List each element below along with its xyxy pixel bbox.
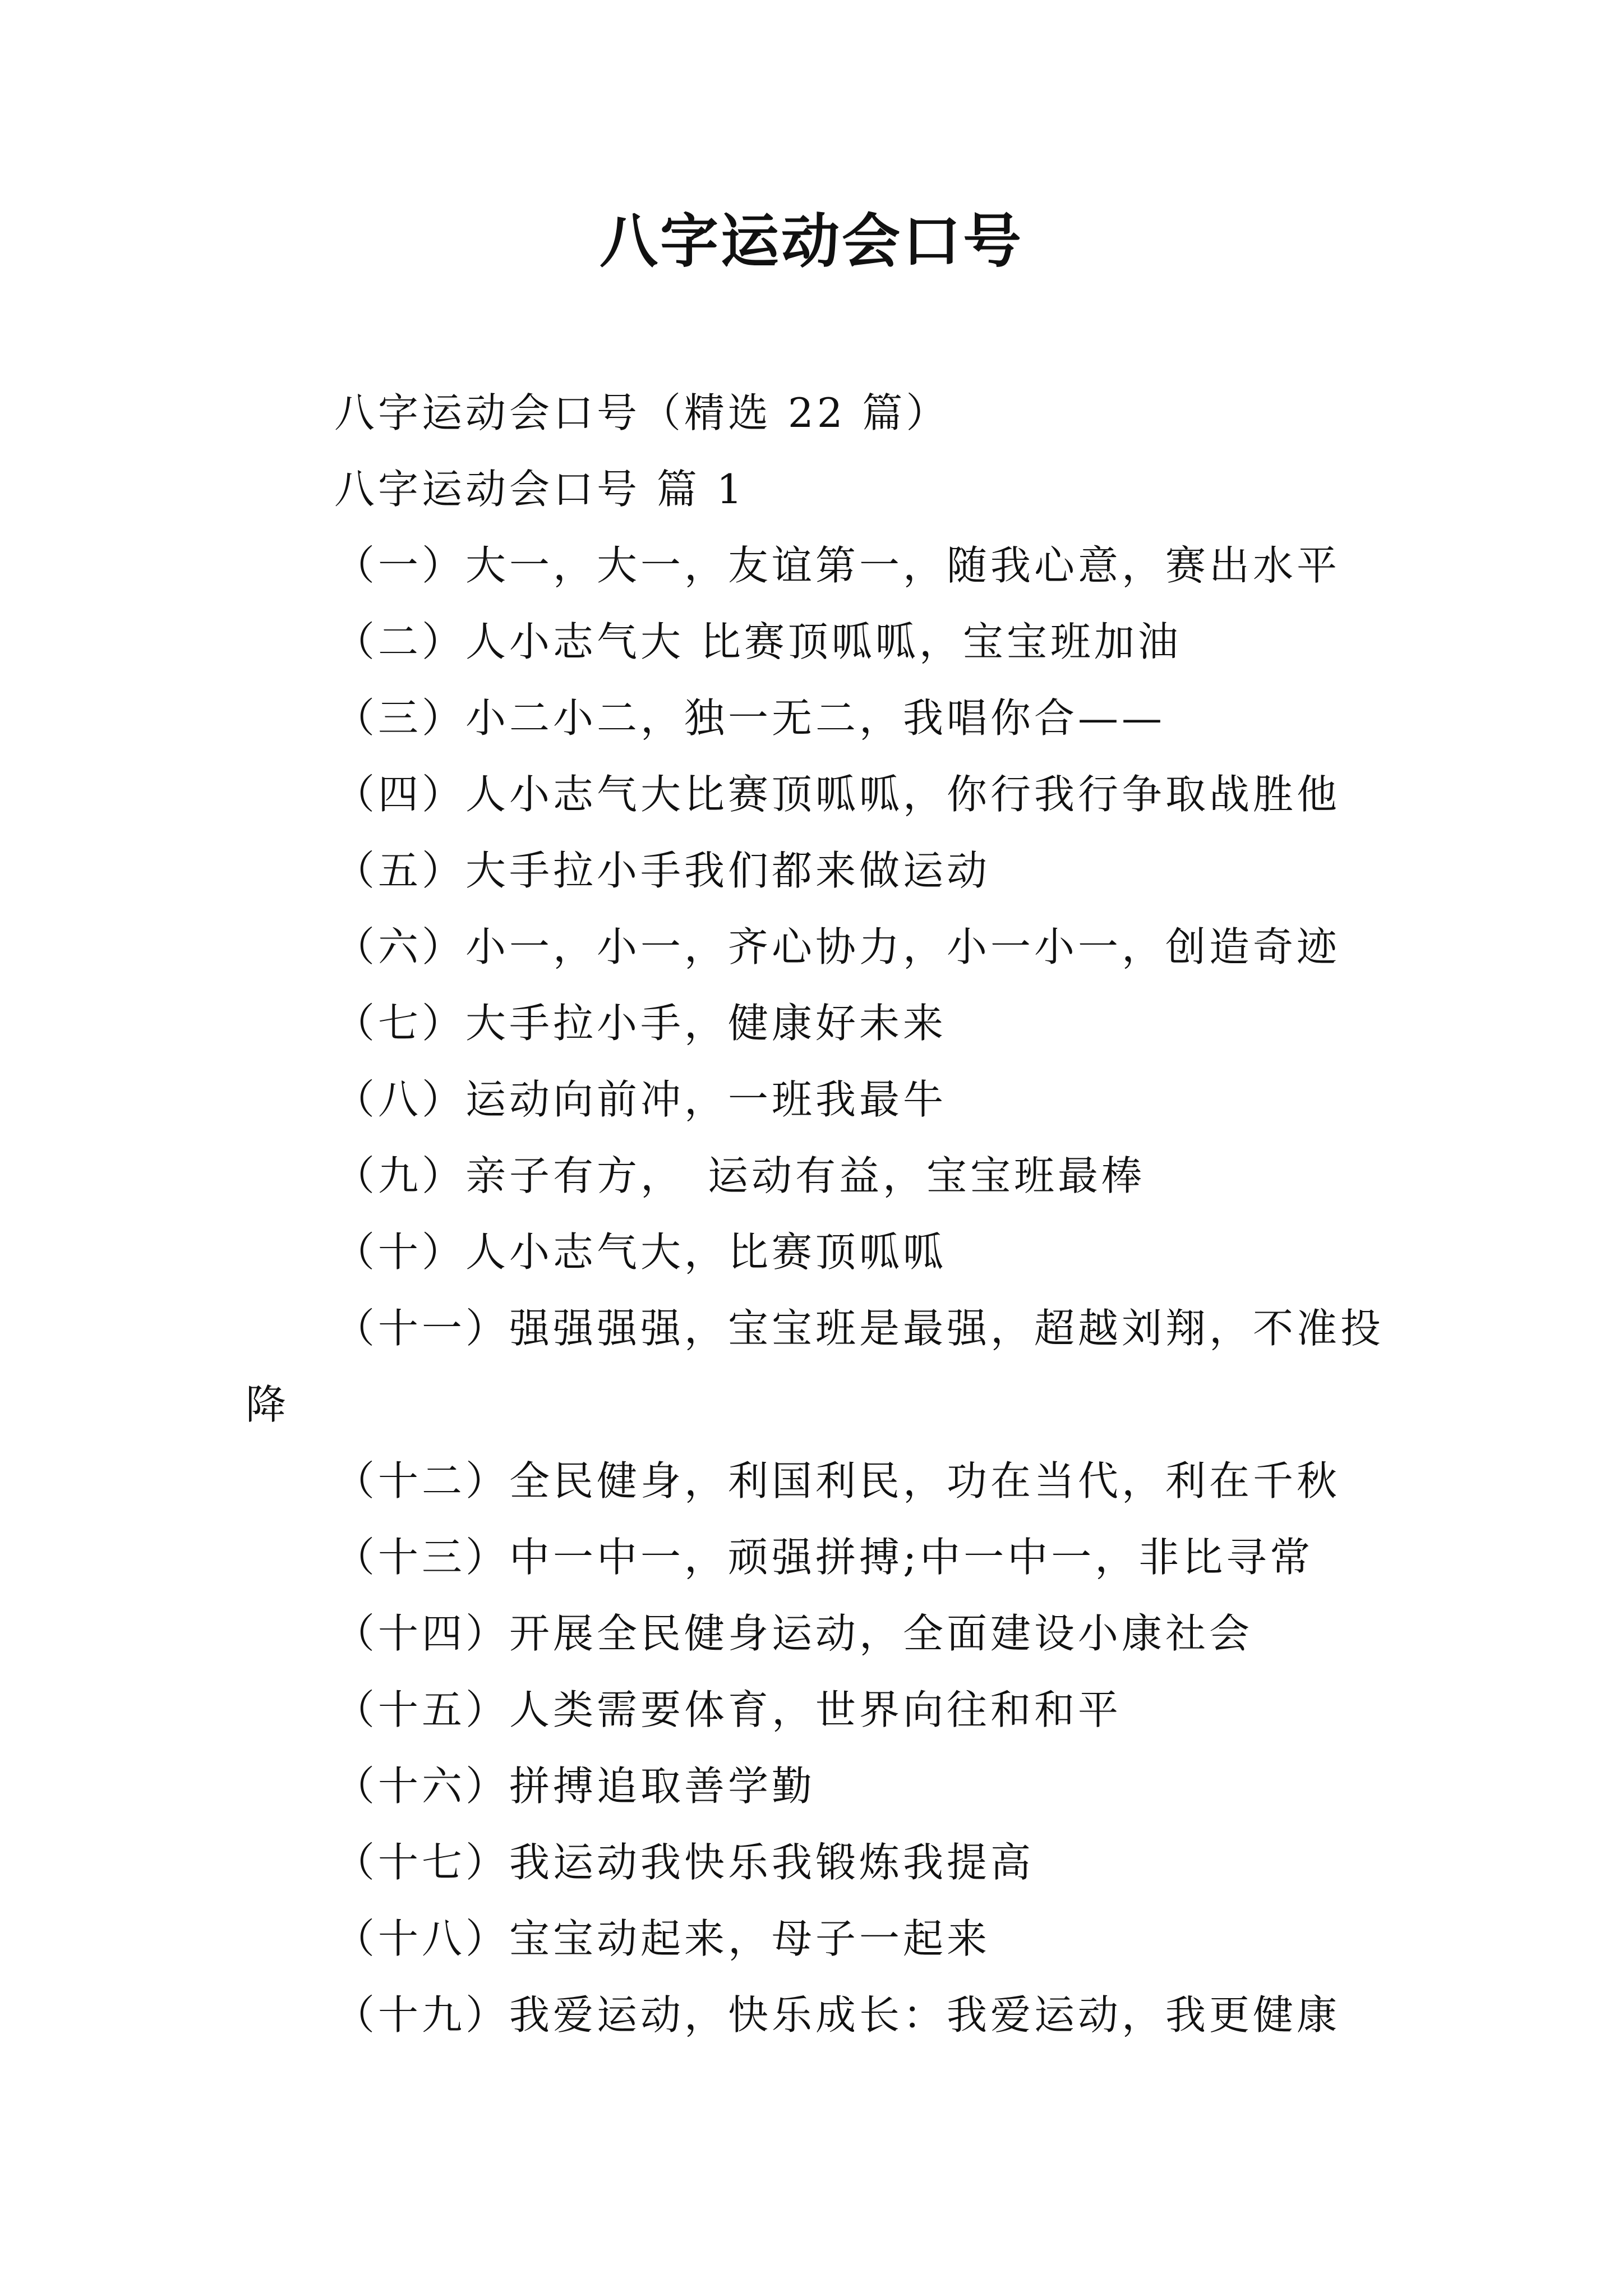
slogan-item-11: （十一）强强强强，宝宝班是最强，超越刘翔，不准投降 [246,1305,1385,1428]
subtitle-paragraph: 八字运动会口号（精选 22 篇） [334,389,950,436]
slogan-item-15: （十五）人类需要体育，世界向往和和平 [334,1686,1122,1733]
slogan-item-13: （十三）中一中一，顽强拼搏;中一中一，非比寻常 [334,1534,1314,1581]
slogan-item-8: （八）运动向前冲，一班我最牛 [334,1076,947,1123]
slogan-item-17: （十七）我运动我快乐我锻炼我提高 [334,1839,1035,1886]
slogan-item-12: （十二）全民健身，利国利民，功在当代，利在千秋 [334,1457,1341,1504]
document-title: 八字运动会口号 [599,206,1023,275]
slogan-item-18: （十八）宝宝动起来，母子一起来 [334,1915,991,1962]
slogan-item-5: （五）大手拉小手我们都来做运动 [334,847,991,894]
slogan-item-6: （六）小一，小一，齐心协力，小一小一，创造奇迹 [334,923,1341,970]
slogan-item-3: （三）小二小二，独一无二，我唱你合—— [334,694,1166,742]
slogan-item-2: （二）人小志气大 比赛顶呱呱，宝宝班加油 [334,618,1182,665]
slogan-item-16: （十六）拼搏追取善学勤 [334,1763,816,1810]
slogan-item-9: （九）亲子有方， 运动有益，宝宝班最棒 [334,1152,1146,1199]
slogan-item-7: （七）大手拉小手，健康好未来 [334,1000,947,1047]
slogan-item-14: （十四）开展全民健身运动，全面建设小康社会 [334,1610,1253,1657]
slogan-item-1: （一）大一，大一，友谊第一，随我心意，赛出水平 [334,542,1341,589]
slogan-item-10: （十）人小志气大，比赛顶呱呱 [334,1228,947,1276]
slogan-item-4: （四）人小志气大比赛顶呱呱，你行我行争取战胜他 [334,771,1341,818]
document-body [246,375,1390,2053]
section-heading: 八字运动会口号 篇 1 [334,466,746,513]
slogan-item-19: （十九）我爱运动，快乐成长：我爱运动，我更健康 [334,1991,1341,2039]
